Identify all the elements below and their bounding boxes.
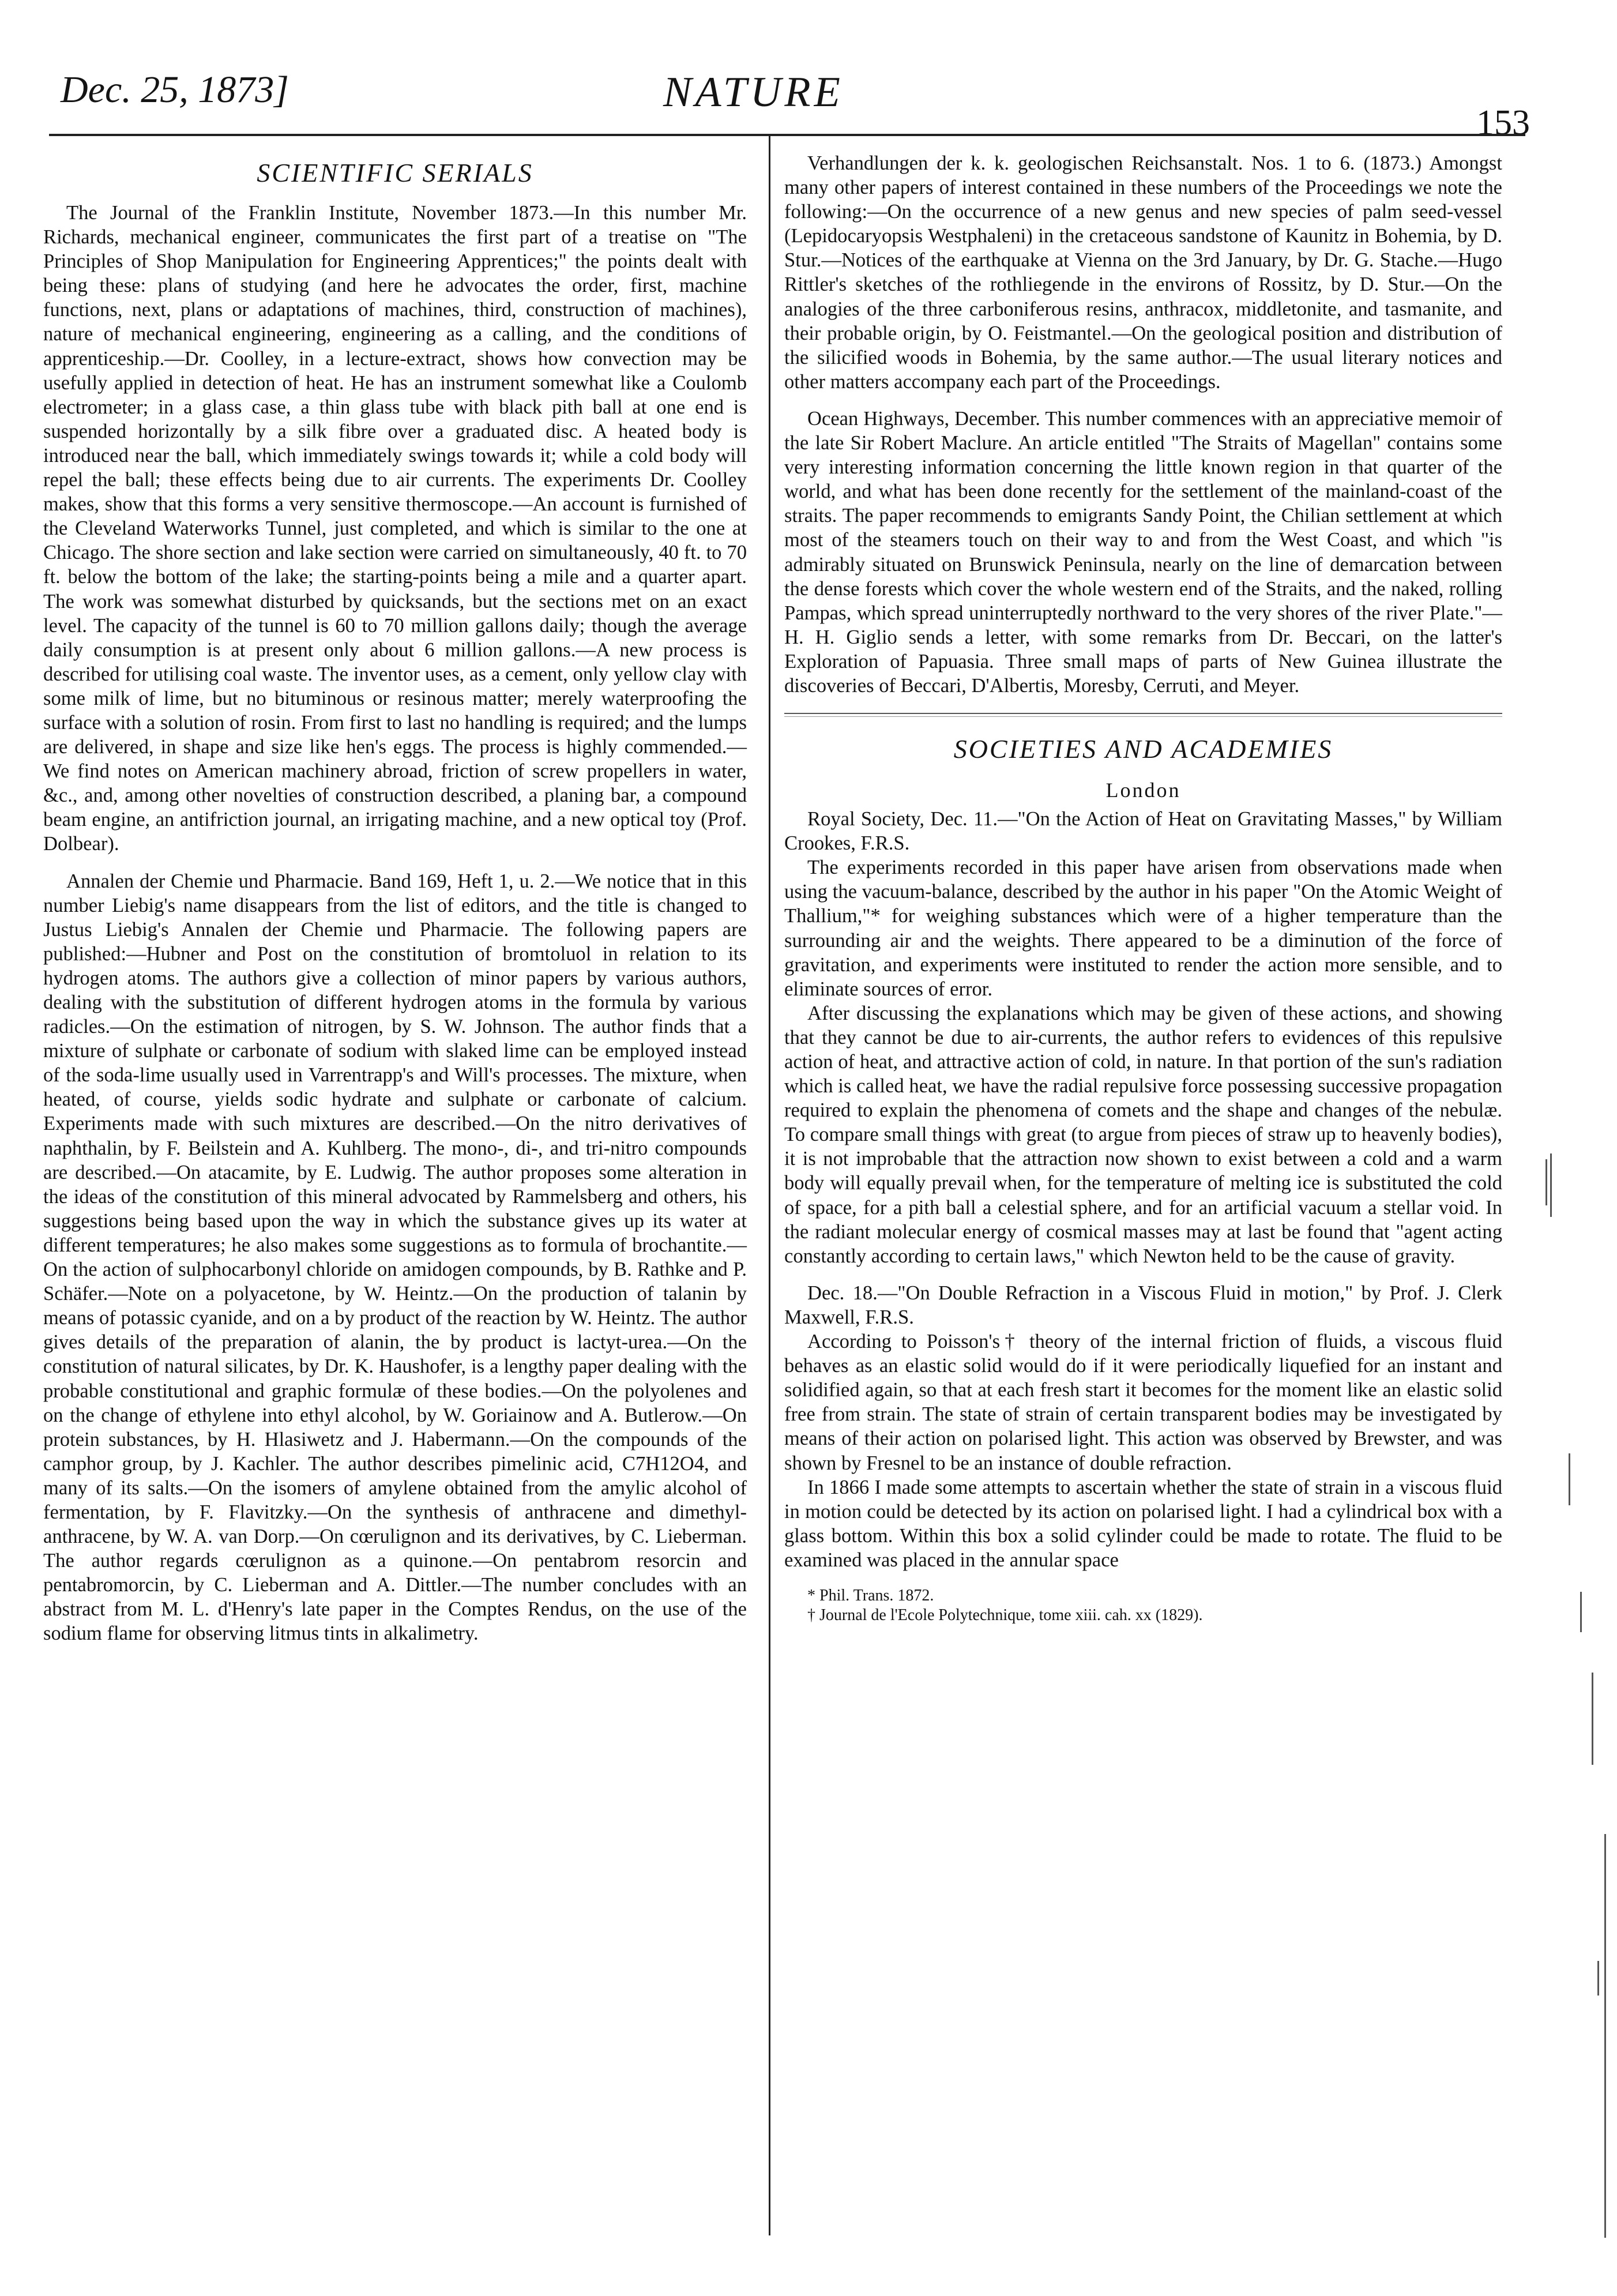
paragraph-ocean-highways: Ocean Highways, December. This number commences with an appreciative memoir of the late Sir Robert Maclure. An article entitled "The Straits of Magellan" contains some very interesting information concerning the little known region in that quarter of the world, and what has been done recently for the settlement of the mainland-coast of the straits. The paper recommends to emigrants Sandy Point, the Chilian settlement at which most of the steamers touch on their way to and from the West Coast, and which "is admirably situated on Brunswick Peninsula, nearly on the line of demarcation between the dense forests which cover the whole western end of the Straits, and the naked, rolling Pampas, which spread uninterruptedly northward to the very shores of the river Plate."—H. H. Giglio sends a letter, with some remarks from Dr. Beccari, on the latter's Exploration of Papuasia. Three small maps of parts of New Guinea illustrate the discoveries of Beccari, D'Albertis, Moresby, Cerruti, and Meyer. — [784, 407, 1502, 697]
paragraph-crookes-experiments: The experiments recorded in this paper have arisen from observations made when using the vacuum-balance, described by the author in his paper "On the Atomic Weight of Thallium,"* for weighing substances which were of a higher temperature than the surrounding air and the weights. There appeared to be a diminution of the force of gravitation, and experiments were instituted to render the action more sensible, and to eliminate sources of error. — [784, 856, 1502, 1000]
journal-title: NATURE — [663, 69, 844, 116]
left-column — [43, 151, 747, 1646]
paragraph-poisson-theory: According to Poisson's† theory of the internal friction of fluids, a viscous fluid behaves as an elastic solid would do if it were periodically liquefied for an instant and solidified again, so that at each fresh start it becomes for the moment like an elastic solid free from strain. The state of strain of certain transparent bodies may be investigated by means of their action on polarised light. This action was observed by Brewster, and was shown by Fresnel to be an instance of double refraction. — [784, 1331, 1502, 1474]
paragraph-franklin-institute: The Journal of the Franklin Institute, November 1873.—In this number Mr. Richards, mechanical engineer, communicates the first part of a treatise on "The Principles of Shop Manipulation for Engineering Apprentices;" the points dealt with being these: plans of studying (and here he advocates the order, first, machine functions, next, plans or adaptations of machines, third, construction of machines), nature of mechanical engineering, engineering as a calling, and the conditions of apprenticeship.—Dr. Coolley, in a lecture-extract, shows how convection may be usefully applied in detection of heat. He has an instrument somewhat like a Coulomb electrometer; in a glass case, a thin glass tube with black pith ball at one end is suspended horizontally by a silk fibre over a graduated disc. A heated body is introduced near the ball, which immediately swings towards it; while a cold body will repel the ball; these effects being due to air currents. The experiments Dr. Coolley makes, show that this forms a very sensitive thermoscope.—An account is furnished of the Cleveland Waterworks Tunnel, just completed, and which is similar to the one at Chicago. The shore section and lake section were carried on simultaneously, 40 ft. to 70 ft. below the bottom of the lake; the starting-points being a mile and a quarter apart. The work was somewhat disturbed by quicksands, but the sections met on an exact level. The capacity of the tunnel is 60 to 70 million gallons daily; though the average daily consumption is at present only about 6 million gallons.—A new process is described for utilising coal waste. The inventor uses, as a cement, only yellow clay with some milk of lime, but no bituminous or resinous matter; merely waterproofing the surface with a solution of rosin. From first to last no handling is required; and the lumps are delivered, in shape and size like hen's eggs. The process is highly commended.—We find notes on American machinery abroad, friction of screw propellers in water, &c., and, among other novelties of construction described, a planing bar, a compound beam engine, an antifriction journal, an irrigating machine, and a new optical toy (Prof. Dolbear). — [43, 202, 747, 855]
paragraph-royal-society: Royal Society, Dec. 11.—"On the Action of Heat on Gravitating Masses," by William Crookes, F.R.S. — [784, 808, 1502, 855]
section-separator — [784, 713, 1502, 717]
paragraph-maxwell-title: Dec. 18.—"On Double Refraction in a Viscous Fluid in motion," by Prof. J. Clerk Maxwell, F.R.S. — [784, 1282, 1502, 1328]
page-number: 153 — [1476, 103, 1530, 142]
right-column — [784, 151, 1502, 1625]
column-divider — [769, 136, 770, 2235]
footnotes — [784, 1586, 1502, 1625]
subheading-london: London — [1105, 779, 1181, 802]
footnote-phil-trans: * Phil. Trans. 1872. — [807, 1586, 934, 1604]
header-rule — [49, 134, 1525, 136]
paragraph-crookes-discussion: After discussing the explanations which may be given of these actions, and showing that they cannot be due to air-currents, the author refers to evidences of this repulsive action of heat, and attractive action of cold, in nature. In that portion of the sun's radiation which is called heat, we have the radial repulsive force possessing successive propagation required to explain the phenomena of comets and the shape and changes of the nebulæ. To compare small things with great (to argue from pieces of straw up to heavenly bodies), it is not improbable that the attraction now shown to exist between a cold and a warm body will equally prevail when, for the temperature of melting ice is substituted the cold of space, for a pith ball a celestial sphere, and for an artificial vacuum a stellar void. In the radiant molecular energy of cosmical masses may at last be found that "agent acting constantly according to certain laws," which Newton held to be the cause of gravity. — [784, 1002, 1502, 1267]
paragraph-annalen-chemie: Annalen der Chemie und Pharmacie. Band 169, Heft 1, u. 2.—We notice that in this number Liebig's name disappears from the list of editors, and the title is changed to Justus Liebig's Annalen der Chemie und Pharmacie. The following papers are published:—Hubner and Post on the constitution of bromtoluol in relation to its hydrogen atoms. The authors give a collection of minor papers by various authors, dealing with the substitution of different hydrogen atoms in the formula by various radicles.—On the estimation of nitrogen, by S. W. Johnson. The author finds that a mixture of sulphate or carbonate of sodium with slaked lime can be employed instead of the soda-lime usually used in Varrentrapp's and Will's processes. The mixture, when heated, of course, yields sodic hydrate and sulphate or carbonate of calcium. Experiments made with such mixtures are described.—On the nitro derivatives of naphthalin, by F. Beilstein and A. Kuhlberg. The mono-, di-, and tri-nitro compounds are described.—On atacamite, by E. Ludwig. The author proposes some alteration in the ideas of the constitution of this mineral advocated by Rammelsberg and others, his suggestions being based upon the way in which the substance gives up its water at different temperatures; he also makes some suggestions as to formula of brochantite.—On the action of sulphocarbonyl chloride on amidogen compounds, by B. Rathke and P. Schäfer.—Note on a polyacetone, by W. Heintz.—On the production of talanin by means of potassic cyanide, and on a by product of the reaction by W. Heintz. The author gives details of the preparation of alanin, the by product is lactyt-urea.—On the constitution of natural silicates, by Dr. K. Haushofer, is a lengthy paper dealing with the probable constitutional and graphic formulæ of these bodies.—On the polyolenes and on the change of ethylene into ethyl alcohol, by W. Goriainow and A. Butlerow.—On protein substances, by H. Hlasiwetz and J. Habermann.—On the compounds of the camphor group, by J. Kachler. The author describes pimelinic acid, C7H12O4, and many of its salts.—On the isomers of amylene obtained from the amylic alcohol of fermentation, by F. Flavitzky.—On the synthesis of anthracene and dimethyl-anthracene, by W. A. van Dorp.—On cœrulignon and its derivatives, by C. Lieberman. The author regards cœrulignon as a quinone.—On pentabrom resorcin and pentabromorcin, by C. Lieberman and A. Dittler.—The number concludes with an abstract from M. L. d'Henry's late paper in the Comptes Rendus, on the use of the sodium flame for observing litmus tints in alkalimetry. — [43, 870, 747, 1645]
issue-date: Dec. 25, 1873] — [61, 69, 289, 111]
paragraph-1866-experiments: In 1866 I made some attempts to ascertain whether the state of strain in a viscous fluid in motion could be detected by its action on polarised light. I had a cylindrical box with a glass bottom. Within this box a solid cylinder could be made to rotate. The fluid to be examined was placed in the annular space — [784, 1476, 1502, 1571]
binding-edge-marks — [1534, 1153, 1615, 2249]
section-heading-scientific-serials: SCIENTIFIC SERIALS — [257, 158, 533, 187]
paragraph-verhandlungen: Verhandlungen der k. k. geologischen Reichsanstalt. Nos. 1 to 6. (1873.) Amongst many other papers of interest contained in these numbers of the Proceedings we note the following:—On the occurrence of a new genus and new species of palm seed-vessel (Lepidocaryopsis Westphaleni) in the cretaceous sandstone of Kaunitz in Bohemia, by D. Stur.—Notices of the earthquake at Vienna on the 3rd January, by Dr. G. Stache.—Hugo Rittler's sketches of the rothliegende in the environs of Rossitz, by D. Stur.—On the analogies of the three carboniferous resins, anthracox, middletonite, and tasmanite, and their probable origin, by O. Feistmantel.—On the geological position and distribution of the silicified woods in Bohemia, by the same author.—The usual literary notices and other matters accompany each part of the Proceedings. — [784, 152, 1502, 393]
footnote-journal-ecole: † Journal de l'Ecole Polytechnique, tome xiii. cah. xx (1829). — [807, 1606, 1203, 1624]
section-heading-societies: SOCIETIES AND ACADEMIES — [953, 734, 1333, 764]
